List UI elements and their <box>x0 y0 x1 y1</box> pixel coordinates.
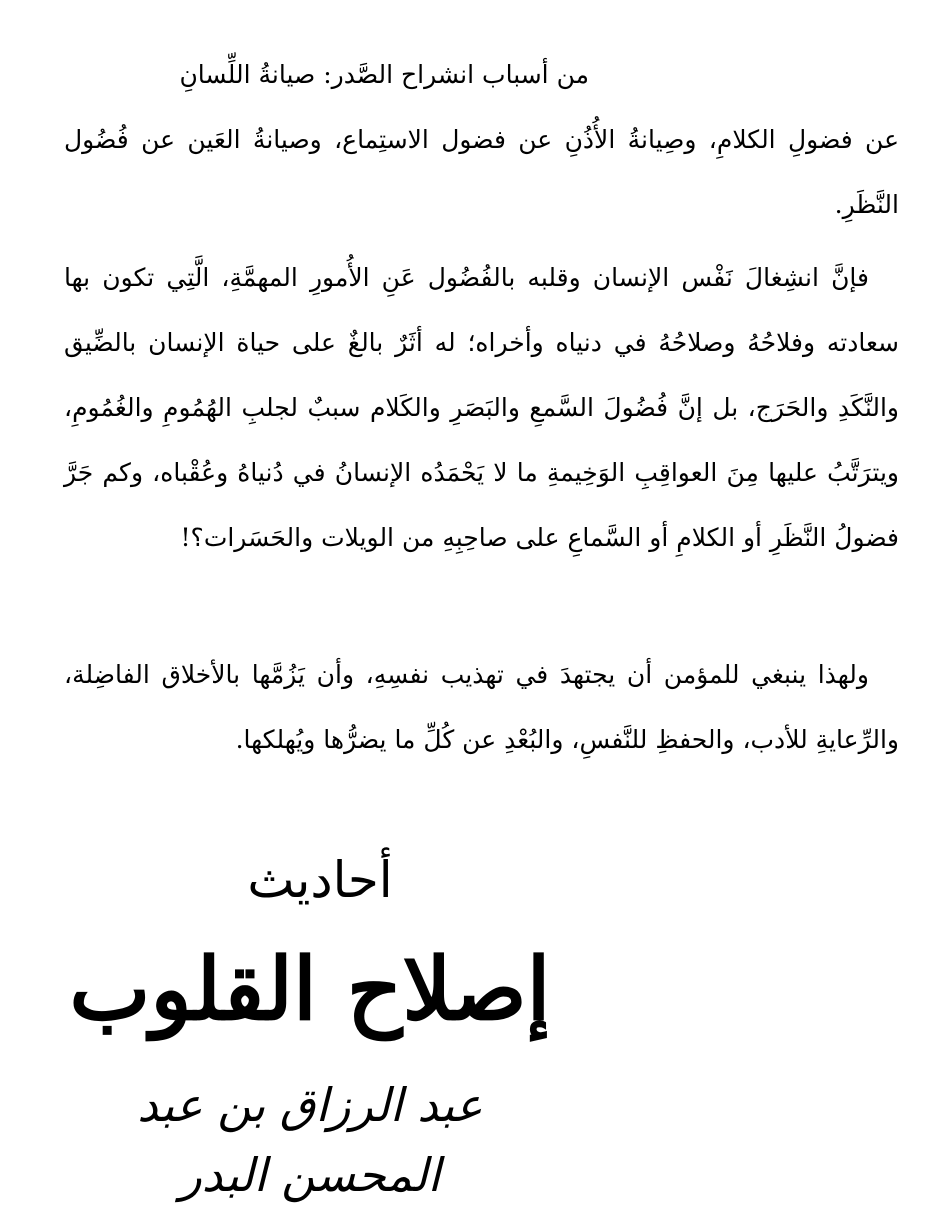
paragraph-lisan <box>64 42 899 237</box>
paragraph-tahdhib <box>64 642 899 772</box>
paragraph-tahdhib-text: ولهذا ينبغي للمؤمن أن يجتهدَ في تهذيب نفسِهِ، وأن يَزُمَّها بالأخلاق الفاضِلة، والرِّعايةِ للأدب، والحفظِ للنَّفسِ، والبُعْدِ عن كُلِّ ما يضرُّها ويُهلكها. <box>64 660 899 754</box>
paragraph-fudul-text: فإنَّ انشِغالَ نَفْس الإنسان وقلبه بالفُضُول عَنِ الأُمورِ المهمَّةِ، الَّتِي تكون بها سعادته وفلاحُهُ وصلاحُهُ في دنياه وأخراه؛ له أثَرٌ بالغٌ على حياة الإنسان بالضِّيق والنَّكَدِ والحَرَج، بل إنَّ فُضُولَ السَّمعِ والبَصَرِ والكَلام سببٌ لجلبِ الهُمُومِ والغُمُومِ، ويترَتَّبُ عليها مِنَ العواقِبِ الوَخِيمةِ ما لا يَحْمَدُه الإنسانُ في دُنياهُ وعُقْباه، وكم جَرَّ فضولُ النَّظَرِ أو الكلامِ أو السَّماعِ على صاحِبِهِ من الويلات والحَسَرات؟! <box>64 263 899 552</box>
paragraph-fudul <box>64 245 899 570</box>
author-name: عبد الرزاق بن عبد المحسن البدر <box>137 1078 483 1202</box>
paragraph-lisan-first-line: من أسباب انشراح الصَّدر: صيانةُ اللِّسانِ <box>179 60 589 89</box>
book-title-calligraphy <box>0 845 947 1202</box>
paragraph-lisan-continuation: عن فضولِ الكلامِ، وصِيانةُ الأُذُنِ عن فضول الاستِماع، وصيانةُ العَين عن فُضُول النَّظَرِ. <box>64 125 899 219</box>
series-label: أحاديث <box>247 851 393 909</box>
book-title: إصلاح القلوب <box>69 939 551 1040</box>
